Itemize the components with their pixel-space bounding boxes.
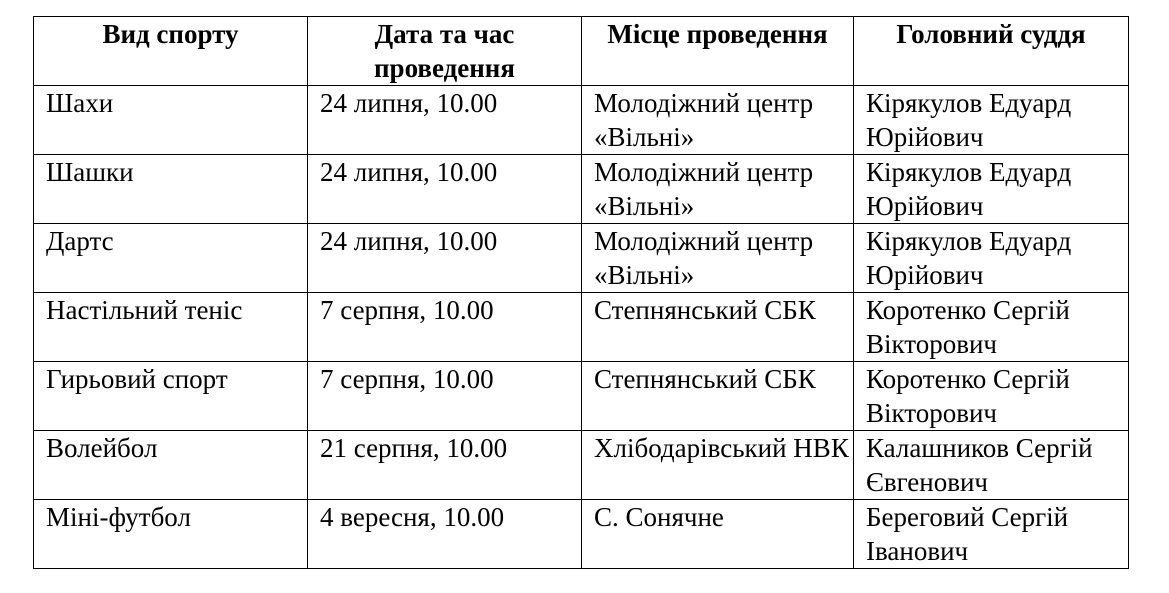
header-venue: Місце проведення [582, 17, 854, 86]
cell-datetime: 24 липня, 10.00 [308, 155, 582, 224]
cell-sport: Дартс [34, 224, 308, 293]
cell-sport: Міні-футбол [34, 500, 308, 569]
table-body [34, 86, 1129, 569]
table-row [34, 500, 1129, 569]
cell-venue: Степнянський СБК [582, 362, 854, 431]
cell-venue: Молодіжний центр «Вільні» [582, 86, 854, 155]
cell-judge: Кірякулов Едуард Юрійович [854, 155, 1129, 224]
table-row [34, 431, 1129, 500]
cell-judge: Кірякулов Едуард Юрійович [854, 224, 1129, 293]
cell-sport: Шахи [34, 86, 308, 155]
cell-venue: С. Сонячне [582, 500, 854, 569]
table-header [34, 17, 1129, 86]
table-row [34, 362, 1129, 431]
cell-datetime: 24 липня, 10.00 [308, 224, 582, 293]
cell-judge: Коротенко Сергій Вікторович [854, 293, 1129, 362]
table-row [34, 86, 1129, 155]
table-row [34, 155, 1129, 224]
cell-venue: Хлібодарівський НВК [582, 431, 854, 500]
cell-venue: Молодіжний центр «Вільні» [582, 155, 854, 224]
cell-judge: Калашников Сергій Євгенович [854, 431, 1129, 500]
table-row [34, 224, 1129, 293]
cell-judge: Береговий Сергій Іванович [854, 500, 1129, 569]
cell-sport: Волейбол [34, 431, 308, 500]
cell-datetime: 7 серпня, 10.00 [308, 293, 582, 362]
cell-datetime: 4 вересня, 10.00 [308, 500, 582, 569]
header-datetime: Дата та час проведення [308, 17, 582, 86]
cell-datetime: 21 серпня, 10.00 [308, 431, 582, 500]
cell-judge: Кірякулов Едуард Юрійович [854, 86, 1129, 155]
cell-venue: Степнянський СБК [582, 293, 854, 362]
cell-venue: Молодіжний центр «Вільні» [582, 224, 854, 293]
cell-datetime: 7 серпня, 10.00 [308, 362, 582, 431]
schedule-table [33, 16, 1129, 569]
cell-datetime: 24 липня, 10.00 [308, 86, 582, 155]
table-row [34, 293, 1129, 362]
header-sport: Вид спорту [34, 17, 308, 86]
cell-sport: Гирьовий спорт [34, 362, 308, 431]
cell-sport: Настільний теніс [34, 293, 308, 362]
header-judge: Головний суддя [854, 17, 1129, 86]
cell-judge: Коротенко Сергій Вікторович [854, 362, 1129, 431]
cell-sport: Шашки [34, 155, 308, 224]
header-row [34, 17, 1129, 86]
